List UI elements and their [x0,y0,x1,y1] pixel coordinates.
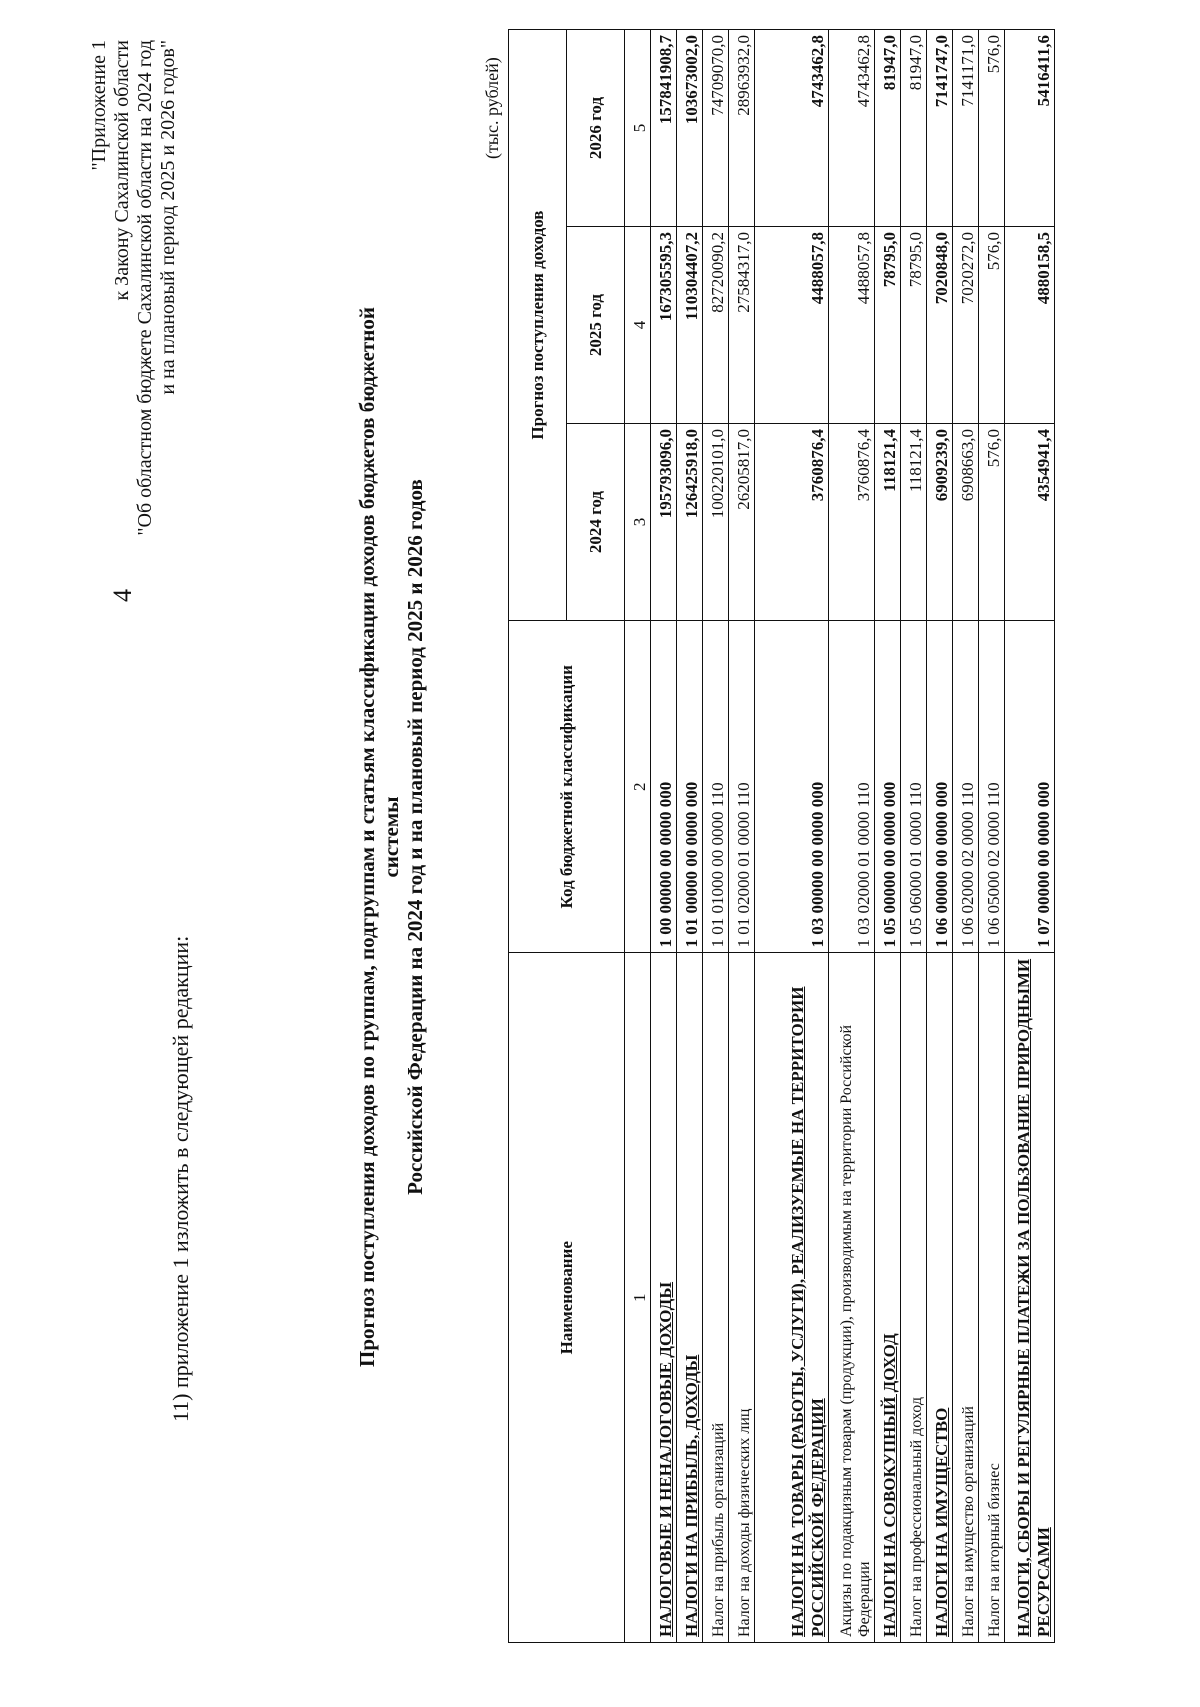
table-row [979,30,1005,1643]
row-value-2026: 576,0 [979,30,1005,227]
row-code-cell: 1 03 00000 00 0000 000 [755,621,829,953]
column-index: 3 [625,424,651,621]
table-row [1005,30,1055,1643]
row-value-2026: 4743462,8 [829,30,875,227]
row-name-cell: НАЛОГИ НА СОВОКУПНЫЙ ДОХОД [875,953,901,1643]
row-code-cell: 1 01 02000 01 0000 110 [729,621,755,953]
table-row [729,30,755,1643]
row-code-cell: 1 00 00000 00 0000 000 [651,621,677,953]
row-name-cell: Налог на имущество организаций [953,953,979,1643]
row-value-2024: 118121,4 [875,424,901,621]
row-value-2024: 3760876,4 [755,424,829,621]
row-name-cell: НАЛОГИ НА ИМУЩЕСТВО [927,953,953,1643]
row-value-2026: 81947,0 [901,30,927,227]
column-index: 5 [625,30,651,227]
row-value-2025: 110304407,2 [677,227,703,424]
row-value-2026: 28963932,0 [729,30,755,227]
row-value-2025: 576,0 [979,227,1005,424]
row-value-2025: 78795,0 [901,227,927,424]
table-row [829,30,875,1643]
row-value-2026: 7141747,0 [927,30,953,227]
table-row [703,30,729,1643]
row-code-cell: 1 01 01000 00 0000 110 [703,621,729,953]
row-value-2026: 103673002,0 [677,30,703,227]
document-title [355,267,427,1407]
row-value-2024: 26205817,0 [729,424,755,621]
row-name-cell: Налог на игорный бизнес [979,953,1005,1643]
table-row [755,30,829,1643]
row-value-2024: 4354941,4 [1005,424,1055,621]
row-value-2024: 6908663,0 [953,424,979,621]
row-code-cell: 1 01 00000 00 0000 000 [677,621,703,953]
row-value-2026: 157841908,7 [651,30,677,227]
row-value-2025: 4488057,8 [829,227,875,424]
row-value-2024: 576,0 [979,424,1005,621]
header-name: Наименование [509,953,625,1643]
row-name-cell: НАЛОГИ НА ТОВАРЫ (РАБОТЫ, УСЛУГИ), РЕАЛИЗУЕМЫЕ НА ТЕРРИТОРИИ РОССИЙСКОЙ ФЕДЕРАЦИИ [755,953,829,1643]
row-value-2024: 126425918,0 [677,424,703,621]
row-name-cell: Акцизы по подакцизным товарам (продукции), производимым на территории Российской Федерации [829,953,875,1643]
row-value-2026: 7141171,0 [953,30,979,227]
row-value-2026: 74709070,0 [703,30,729,227]
row-value-2025: 7020848,0 [927,227,953,424]
page-number: 4 [108,589,137,602]
row-code-cell: 1 03 02000 01 0000 110 [829,621,875,953]
row-code-cell: 1 06 05000 02 0000 110 [979,621,1005,953]
row-value-2025: 27584317,0 [729,227,755,424]
row-value-2024: 195793096,0 [651,424,677,621]
row-value-2026: 4743462,8 [755,30,829,227]
row-code-cell: 1 07 00000 00 0000 000 [1005,621,1055,953]
table-row [875,30,901,1643]
row-value-2026: 81947,0 [875,30,901,227]
table-row [927,30,953,1643]
row-value-2024: 6909239,0 [927,424,953,621]
header-forecast: Прогноз поступления доходов [509,30,567,621]
table-row [651,30,677,1643]
row-value-2025: 4488057,8 [755,227,829,424]
table-row [901,30,927,1643]
row-name-cell: НАЛОГИ НА ПРИБЫЛЬ, ДОХОДЫ [677,953,703,1643]
header-year-2024: 2024 год [567,424,625,621]
row-value-2025: 7020272,0 [953,227,979,424]
table-row [677,30,703,1643]
row-name-cell: Налог на профессиональный доход [901,953,927,1643]
title-line: Российской Федерации на 2024 год и на плановый период 2025 и 2026 годов [403,479,427,1195]
row-value-2025: 82720090,2 [703,227,729,424]
row-value-2024: 3760876,4 [829,424,875,621]
row-code-cell: 1 06 00000 00 0000 000 [927,621,953,953]
table-row [953,30,979,1643]
row-name-cell: НАЛОГИ, СБОРЫ И РЕГУЛЯРНЫЕ ПЛАТЕЖИ ЗА ПОЛЬЗОВАНИЕ ПРИРОДНЫМИ РЕСУРСАМИ [1005,953,1055,1643]
row-code-cell: 1 05 00000 00 0000 000 [875,621,901,953]
row-name-cell: Налог на доходы физических лиц [729,953,755,1643]
row-value-2025: 4880158,5 [1005,227,1055,424]
income-forecast-table [508,29,1055,1643]
title-line: Прогноз поступления доходов по группам, подгруппам и статьям классификации доходов бюджетов бюджетной системы [355,307,403,1367]
row-name-cell: Налог на прибыль организаций [703,953,729,1643]
row-value-2025: 78795,0 [875,227,901,424]
column-index: 1 [625,953,651,1643]
row-code-cell: 1 05 06000 01 0000 110 [901,621,927,953]
row-value-2026: 5416411,6 [1005,30,1055,227]
row-code-cell: 1 06 02000 02 0000 110 [953,621,979,953]
row-name-cell: НАЛОГОВЫЕ И НЕНАЛОГОВЫЕ ДОХОДЫ [651,953,677,1643]
units-note: (тыс. рублей) [482,57,502,159]
appendix-line: и на плановый период 2025 и 2026 годов" [157,40,179,395]
row-value-2024: 100220101,0 [703,424,729,621]
column-index-row [625,30,651,1643]
header-year-2026: 2026 год [567,30,625,227]
header-year-2025: 2025 год [567,227,625,424]
header-code: Код бюджетной классификации [509,621,625,953]
row-value-2025: 167305595,3 [651,227,677,424]
column-index: 4 [625,227,651,424]
appendix-line: к Закону Сахалинской области [111,40,133,301]
column-index: 2 [625,621,651,953]
intro-line: 11) приложение 1 изложить в следующей редакции: [168,935,193,1422]
appendix-header [88,40,180,800]
appendix-line: "Приложение 1 [88,40,110,171]
row-value-2024: 118121,4 [901,424,927,621]
appendix-line: "Об областном бюджете Сахалинской области на 2024 год [134,40,156,536]
